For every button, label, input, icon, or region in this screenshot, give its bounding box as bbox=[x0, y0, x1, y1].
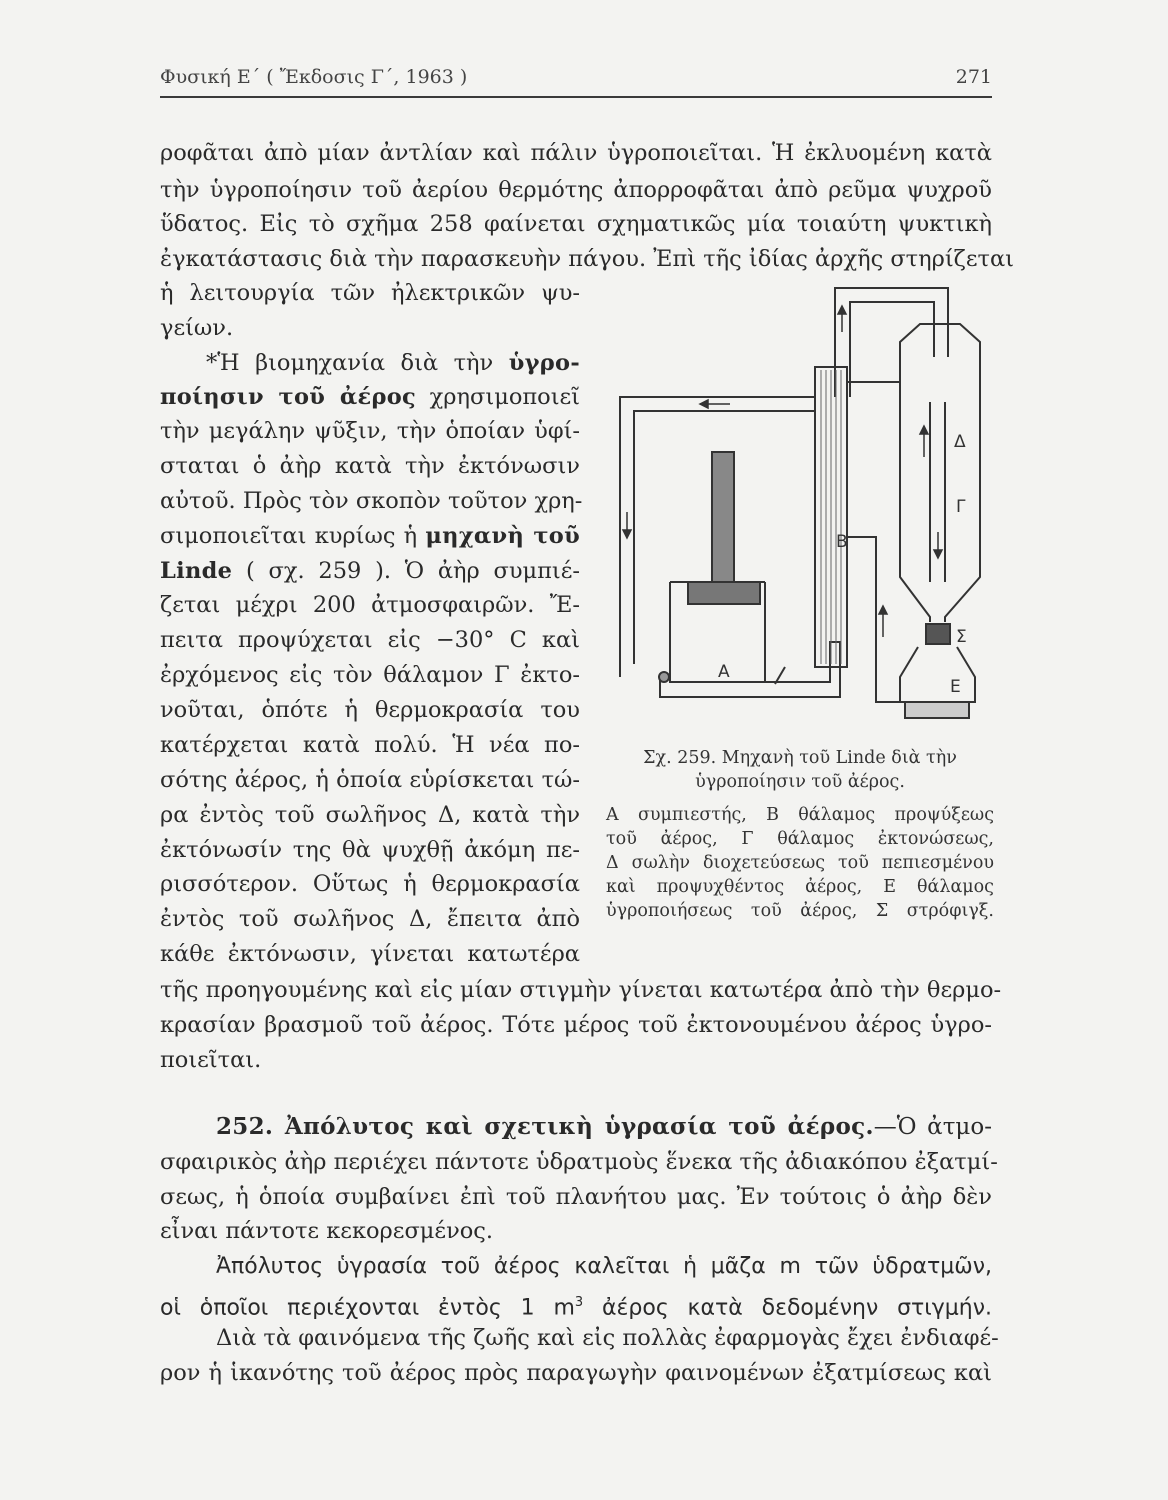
figure-caption-title: ὑγροποίησιν τοῦ ἀέρος. bbox=[695, 772, 905, 792]
text-line: αὐτοῦ. Πρὸς τὸν σκοπὸν τοῦτον χρη- bbox=[160, 488, 583, 514]
figure-caption-line: τοῦ ἀέρος, Γ θάλαμος ἐκτονώσεως, bbox=[606, 829, 994, 849]
section-number: 252. bbox=[216, 1113, 274, 1140]
figure-caption-line: Α συμπιεστής, Β θάλαμος προψύξεως bbox=[606, 805, 994, 825]
text-line: κρασίαν βρασμοῦ τοῦ ἀέρος. Τότε μέρος τοῦ ἐκτονουμένου ἀέρος ὑγρο- bbox=[160, 1012, 992, 1038]
bold-term: ποίησιν τοῦ ἀέρος bbox=[160, 384, 417, 410]
text-line: ποίησιν τοῦ ἀέρος χρησιμοποιεῖ bbox=[160, 384, 580, 410]
text-line: εἶναι πάντοτε κεκορεσμένος. bbox=[160, 1218, 494, 1244]
text-line: κατέρχεται κατὰ πολύ. Ἡ νέα πο- bbox=[160, 732, 580, 758]
figure-caption-line: Δ σωλὴν διοχετεύσεως τοῦ πεπιεσμένου bbox=[606, 853, 994, 873]
text-line: ποιεῖται. bbox=[160, 1047, 262, 1073]
label-D: Δ bbox=[954, 432, 966, 452]
text-line: ρισσότερον. Οὕτως ἡ θερμοκρασία bbox=[160, 871, 580, 897]
text-line: τῆς προηγουμένης καὶ εἰς μίαν στιγμὴν γίνεται κατωτέρα ἀπὸ τὴν θερμο- bbox=[160, 977, 1002, 1003]
text-line: νοῦται, ὁπότε ἡ θερμοκρασία του bbox=[160, 697, 580, 723]
text-line: τὴν μεγάλην ψῦξιν, τὴν ὁποίαν ὑφί- bbox=[160, 418, 580, 444]
text-line: Linde ( σχ. 259 ). Ὁ ἀὴρ συμπιέ- bbox=[160, 558, 580, 584]
text-line: κάθε ἐκτόνωσιν, γίνεται κατωτέρα bbox=[160, 941, 580, 967]
bold-term: ὑγρο- bbox=[508, 350, 580, 376]
running-title: Φυσική Ε΄ ( Ἔκδοσις Γ΄, 1963 ) bbox=[160, 66, 468, 88]
text-line: σότης ἀέρος, ἡ ὁποία εὑρίσκεται τώ- bbox=[160, 767, 580, 793]
figure-caption-line: καὶ προψυχθέντος ἀέρος, Ε θάλαμος bbox=[606, 877, 994, 897]
text-line: ρον ἡ ἱκανότης τοῦ ἀέρος πρὸς παραγωγὴν φαινομένων ἐξατμίσεως καὶ bbox=[160, 1360, 992, 1386]
text-line: Διὰ τὰ φαινόμενα τῆς ζωῆς καὶ εἰς πολλὰς ἐφαρμογὰς ἔχει ἐνδιαφέ- bbox=[216, 1325, 999, 1351]
text-line: ἐγκατάστασις διὰ τὴν παρασκευὴν πάγου. Ἐπὶ τῆς ἰδίας ἀρχῆς στηρίζεται bbox=[160, 246, 1014, 272]
text-line: ἐρχόμενος εἰς τὸν θάλαμον Γ ἐκτο- bbox=[160, 662, 580, 688]
bold-term: Linde bbox=[160, 558, 233, 584]
text-line: ἡ λειτουργία τῶν ἠλεκτρικῶν ψυ- bbox=[160, 280, 580, 306]
text-line: ἐντὸς τοῦ σωλῆνος Δ, ἔπειτα ἀπὸ bbox=[160, 906, 580, 932]
text-line: ἐκτόνωσίν της θὰ ψυχθῇ ἀκόμη πε- bbox=[160, 837, 580, 863]
text-line: ροφᾶται ἀπὸ μίαν ἀντλίαν καὶ πάλιν ὑγροποιεῖται. Ἡ ἐκλυομένη κατὰ bbox=[160, 140, 992, 166]
text-line: τὴν ὑγροποίησιν τοῦ ἀερίου θερμότης ἀπορροφᾶται ἀπὸ ρεῦμα ψυχροῦ bbox=[160, 177, 992, 203]
text-line: ὕδατος. Εἰς τὸ σχῆμα 258 φαίνεται σχηματικῶς μία τοιαύτη ψυκτικὴ bbox=[160, 211, 992, 237]
label-E: Ε bbox=[950, 677, 961, 697]
text-line: σφαιρικὸς ἀὴρ περιέχει πάντοτε ὑδρατμοὺς ἕνεκα τῆς ἀδιακόπου ἐξατμί- bbox=[160, 1149, 998, 1175]
linde-machine-figure bbox=[600, 282, 1000, 732]
label-B: Β bbox=[836, 532, 848, 552]
text-line: *Ἡ βιομηχανία διὰ τὴν ὑγρο- bbox=[206, 350, 580, 376]
text-line: σταται ὁ ἀὴρ κατὰ τὴν ἐκτόνωσιν bbox=[160, 453, 580, 479]
page-number: 271 bbox=[955, 66, 992, 88]
section-heading-line: 252. Ἀπόλυτος καὶ σχετικὴ ὑγρασία τοῦ ἀέρος.—Ὁ ἀτμο- bbox=[216, 1113, 992, 1140]
figure-caption-line: ὑγροποιήσεως τοῦ ἀέρος, Σ στρόφιγξ. bbox=[606, 901, 994, 921]
running-header bbox=[160, 62, 992, 98]
text-line: σιμοποιεῖται κυρίως ἡ μηχανὴ τοῦ bbox=[160, 523, 580, 549]
label-A: Α bbox=[718, 662, 730, 682]
label-G: Γ bbox=[956, 497, 966, 517]
text-line: ζεται μέχρι 200 ἀτμοσφαιρῶν. Ἔ- bbox=[160, 592, 580, 618]
bold-term: μηχανὴ τοῦ bbox=[425, 523, 580, 549]
section-title: Ἀπόλυτος καὶ σχετικὴ ὑγρασία τοῦ ἀέρος. bbox=[273, 1113, 874, 1140]
text-line: σεως, ἡ ὁποία συμβαίνει ἐπὶ τοῦ πλανήτου μας. Ἐν τούτοις ὁ ἀὴρ δὲν bbox=[160, 1184, 992, 1210]
text-line: πειτα προψύχεται εἰς −30° C καὶ bbox=[160, 627, 580, 653]
figure-caption-title: Σχ. 259. Μηχανὴ τοῦ Linde διὰ τὴν bbox=[643, 748, 957, 768]
text-line: ρα ἐντὸς τοῦ σωλῆνος Δ, κατὰ τὴν bbox=[160, 802, 580, 828]
definition-line: οἱ ὁποῖοι περιέχονται ἐντὸς 1 $m^3$ ἀέρος κατὰ δεδομένην στιγμήν. bbox=[160, 1295, 992, 1321]
text-line: γείων. bbox=[160, 315, 234, 341]
definition-line: Ἀπόλυτος ὑγρασία τοῦ ἀέρος καλεῖται ἡ μᾶζα m τῶν ὑδρατμῶν, bbox=[216, 1254, 992, 1279]
label-S: Σ bbox=[956, 627, 967, 647]
